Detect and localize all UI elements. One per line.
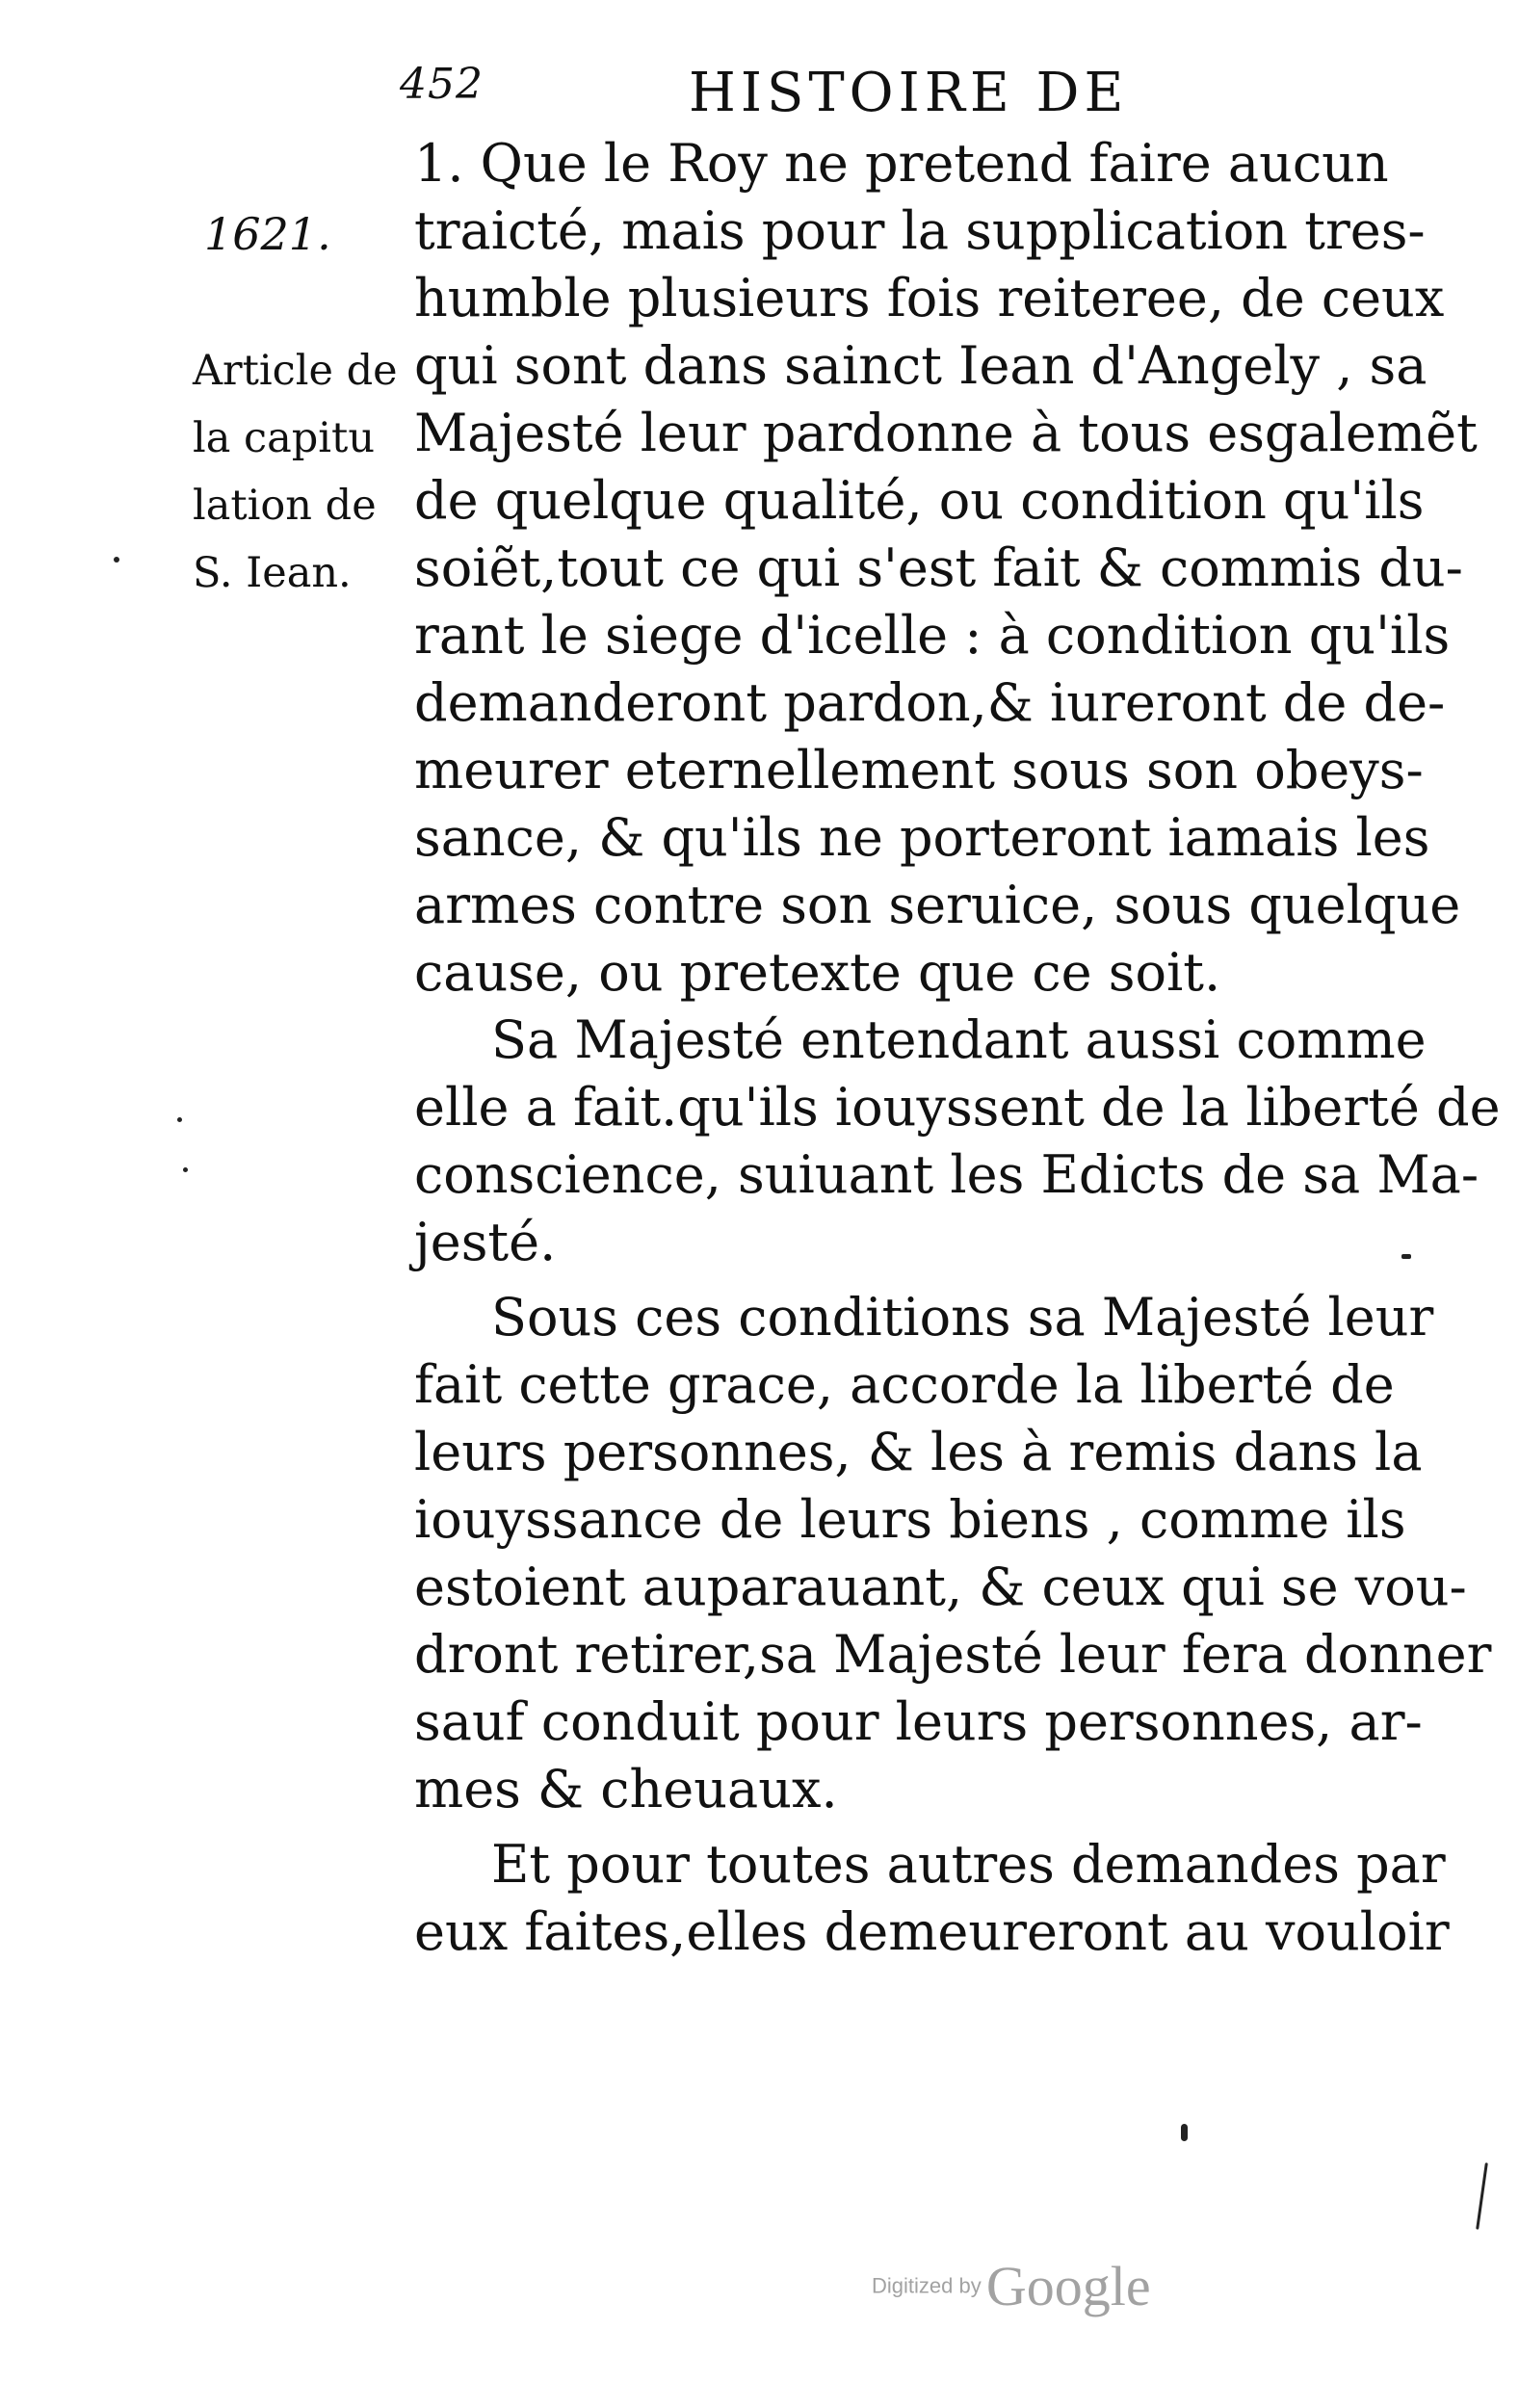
scan-speck bbox=[114, 557, 119, 563]
margin-note-line: Article de bbox=[193, 347, 398, 395]
scan-speck bbox=[1181, 2124, 1188, 2141]
text-line: sance, & qu'ils ne porteront iamais les bbox=[414, 807, 1430, 868]
text-line: conscience, suiuant les Edicts de sa Ma- bbox=[414, 1144, 1480, 1205]
page-header bbox=[400, 60, 1161, 135]
margin-note bbox=[193, 337, 414, 607]
text-line: cause, ou pretexte que ce soit. bbox=[414, 942, 1221, 1003]
scan-speck bbox=[1476, 2162, 1488, 2230]
text-line: de quelque qualité, ou condition qu'ils bbox=[414, 470, 1425, 531]
margin-note-line: la capitu bbox=[193, 414, 376, 462]
text-line: fait cette grace, accorde la liberté de bbox=[414, 1354, 1395, 1415]
text-line: soiẽt,tout ce qui s'est fait & commis du- bbox=[414, 537, 1463, 598]
scan-speck bbox=[1401, 1254, 1411, 1259]
text-line: Majesté leur pardonne à tous esgalemẽt bbox=[414, 403, 1478, 463]
text-line: mes & cheuaux. bbox=[414, 1759, 838, 1819]
page-number: 452 bbox=[400, 60, 484, 109]
google-logo: Google bbox=[985, 2255, 1151, 2317]
margin-note-line: lation de bbox=[193, 482, 377, 530]
text-line: sauf conduit pour leurs personnes, ar- bbox=[414, 1691, 1423, 1752]
watermark-prefix: Digitized by bbox=[872, 2273, 982, 2298]
scan-speck bbox=[183, 1167, 188, 1172]
text-line: meurer eternellement sous son obeys- bbox=[414, 740, 1424, 800]
text-line: Sous ces conditions sa Majesté leur bbox=[491, 1287, 1434, 1348]
running-head: HISTOIRE DE bbox=[689, 62, 1129, 124]
text-line: leurs personnes, & les à remis dans la bbox=[414, 1422, 1423, 1482]
text-line: demanderont pardon,& iureront de de- bbox=[414, 672, 1446, 733]
margin-note-line: S. Iean. bbox=[193, 549, 352, 597]
text-line: qui sont dans sainct Iean d'Angely , sa bbox=[414, 335, 1427, 396]
text-line: rant le siege d'icelle : à condition qu'ils bbox=[414, 605, 1451, 666]
text-line: estoient auparauant, & ceux qui se vou- bbox=[414, 1557, 1467, 1617]
text-line: traicté, mais pour la supplication tres- bbox=[414, 200, 1426, 261]
text-line: 1. Que le Roy ne pretend faire aucun bbox=[414, 133, 1389, 194]
margin-year: 1621. bbox=[204, 208, 331, 260]
text-line: Et pour toutes autres demandes par bbox=[491, 1834, 1446, 1895]
scan-speck bbox=[177, 1117, 182, 1122]
text-line: armes contre son seruice, sous quelque bbox=[414, 875, 1461, 935]
text-line: jesté. bbox=[414, 1212, 557, 1272]
text-line: humble plusieurs fois reiteree, de ceux bbox=[414, 268, 1445, 328]
text-line: eux faites,elles demeureront au vouloir bbox=[414, 1901, 1450, 1962]
text-line: iouyssance de leurs biens , comme ils bbox=[414, 1489, 1406, 1550]
text-line: Sa Majesté entendant aussi comme bbox=[491, 1009, 1427, 1070]
digitization-watermark bbox=[872, 2254, 1151, 2318]
text-line: elle a fait.qu'ils iouyssent de la liberté de bbox=[414, 1077, 1501, 1138]
text-line: dront retirer,sa Majesté leur fera donner bbox=[414, 1624, 1492, 1685]
body-text bbox=[414, 130, 1501, 1966]
